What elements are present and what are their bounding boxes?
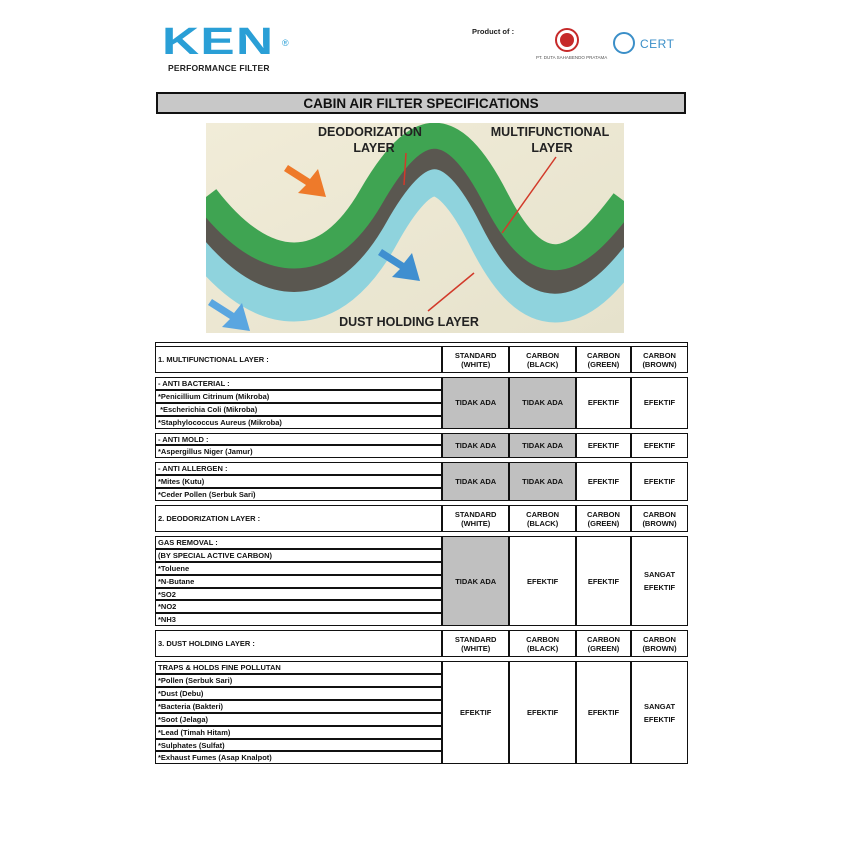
rating-value: TIDAK ADA	[522, 398, 564, 408]
rating-cell	[509, 377, 576, 429]
row-label: *Mites (Kutu)	[155, 475, 442, 488]
column-header	[631, 630, 688, 657]
rating-value: TIDAK ADA	[455, 477, 497, 487]
section-header-row	[155, 630, 688, 657]
column-header-line2: (GREEN)	[587, 518, 620, 528]
column-header	[631, 346, 688, 373]
column-header-line1: CARBON	[526, 350, 560, 360]
column-header	[576, 346, 631, 373]
section-title: 1. MULTIFUNCTIONAL LAYER :	[155, 346, 442, 373]
table-row	[155, 536, 688, 549]
rating-cell	[442, 377, 509, 429]
row-label: *Sulphates (Sulfat)	[155, 739, 442, 752]
rating-value: EFEKTIF	[587, 477, 620, 487]
row-label: *Soot (Jelaga)	[155, 713, 442, 726]
row-label: *Escherichia Coli (Mikroba)	[155, 403, 442, 416]
rating-value: TIDAK ADA	[522, 477, 564, 487]
rating-value: EFEKTIF	[643, 477, 676, 487]
spec-table	[155, 342, 688, 764]
column-header-line2: (BROWN)	[642, 643, 677, 653]
rating-cell	[576, 661, 631, 764]
rating-value: EFEKTIF	[643, 583, 676, 593]
row-label: - ANTI BACTERIAL :	[155, 377, 442, 390]
multifunctional-label: MULTIFUNCTIONAL	[490, 125, 610, 139]
filter-layers-diagram	[206, 123, 624, 333]
deodorization-label-line2: LAYER	[353, 141, 395, 155]
rating-value: TIDAK ADA	[455, 398, 497, 408]
column-header	[509, 346, 576, 373]
table-row	[155, 433, 688, 446]
row-label: *NH3	[155, 613, 442, 626]
rating-value: TIDAK ADA	[455, 576, 497, 586]
rating-value: EFEKTIF	[526, 708, 559, 718]
column-header-line2: (WHITE)	[461, 643, 491, 653]
column-header	[442, 630, 509, 657]
rating-value: EFEKTIF	[587, 440, 620, 450]
rating-value: EFEKTIF	[587, 576, 620, 586]
column-header-line2: (BROWN)	[642, 518, 677, 528]
row-label: TRAPS & HOLDS FINE POLLUTAN	[155, 661, 442, 674]
column-header-line1: CARBON	[587, 634, 620, 644]
rating-cell	[576, 536, 631, 626]
row-label: *NO2	[155, 600, 442, 613]
row-label: *Lead (Timah Hitam)	[155, 726, 442, 739]
cert-ring-icon	[613, 32, 635, 54]
column-header-line2: (BLACK)	[526, 359, 559, 369]
row-label: *Dust (Debu)	[155, 687, 442, 700]
row-label: *Penicillium Citrinum (Mikroba)	[155, 390, 442, 403]
rating-cell	[442, 433, 509, 459]
column-header-line1: CARBON	[587, 509, 620, 519]
row-label: *Exhaust Fumes (Asap Knalpot)	[155, 751, 442, 764]
rating-value: SANGAT	[643, 570, 676, 580]
certification-logo	[613, 30, 683, 60]
rating-value: EFEKTIF	[460, 708, 492, 718]
column-header-line2: (BLACK)	[526, 643, 559, 653]
row-label: *Aspergillus Niger (Jamur)	[155, 445, 442, 458]
column-header	[576, 630, 631, 657]
row-label: (BY SPECIAL ACTIVE CARBON)	[155, 549, 442, 562]
rating-cell	[509, 536, 576, 626]
column-header-line1: CARBON	[643, 634, 676, 644]
company-seal-icon	[555, 28, 579, 52]
deodorization-label: DEODORIZATION	[318, 125, 422, 139]
rating-cell	[576, 377, 631, 429]
column-header-line1: STANDARD	[454, 350, 497, 360]
registered-mark: ®	[282, 38, 289, 48]
table-row	[155, 462, 688, 475]
rating-cell	[509, 661, 576, 764]
column-header-line2: (BLACK)	[526, 518, 559, 528]
rating-value: SANGAT	[643, 701, 676, 711]
rating-cell	[509, 433, 576, 459]
column-header	[576, 505, 631, 532]
column-header	[631, 505, 688, 532]
column-header	[509, 505, 576, 532]
rating-value: EFEKTIF	[643, 398, 676, 408]
row-label: GAS REMOVAL :	[155, 536, 442, 549]
section-header-row	[155, 505, 688, 532]
rating-cell	[442, 661, 509, 764]
rating-cell	[442, 536, 509, 626]
brand-logo	[162, 21, 302, 74]
multifunctional-label-line2: LAYER	[531, 141, 573, 155]
row-label: *Toluene	[155, 562, 442, 575]
company-name: PT. DUTA SAHABENDO PRATAMA	[536, 55, 608, 60]
column-header	[509, 630, 576, 657]
column-header-line1: STANDARD	[454, 634, 497, 644]
row-label: *Pollen (Serbuk Sari)	[155, 674, 442, 687]
row-label: - ANTI ALLERGEN :	[155, 462, 442, 475]
cert-text: CERT	[640, 37, 675, 51]
brand-tagline: PERFORMANCE FILTER	[168, 63, 270, 73]
column-header-line1: CARBON	[526, 509, 560, 519]
rating-cell	[631, 377, 688, 429]
table-row	[155, 661, 688, 674]
row-label: *Bacteria (Bakteri)	[155, 700, 442, 713]
rating-value: EFEKTIF	[643, 440, 676, 450]
column-header-line1: CARBON	[643, 509, 676, 519]
column-header	[442, 505, 509, 532]
rating-cell	[631, 536, 688, 626]
page-title: CABIN AIR FILTER SPECIFICATIONS	[156, 92, 686, 114]
rating-cell	[631, 433, 688, 459]
column-header-line2: (WHITE)	[461, 359, 491, 369]
logo-mark: KEN	[162, 21, 275, 63]
section-header-row	[155, 346, 688, 373]
rating-value: TIDAK ADA	[455, 440, 497, 450]
row-label: *Staphylococcus Aureus (Mikroba)	[155, 416, 442, 429]
row-label: *SO2	[155, 588, 442, 601]
rating-cell	[442, 462, 509, 501]
column-header	[442, 346, 509, 373]
section-title: 3. DUST HOLDING LAYER :	[155, 630, 442, 657]
row-label: - ANTI MOLD :	[155, 433, 442, 446]
column-header-line1: CARBON	[526, 634, 560, 644]
rating-cell	[631, 661, 688, 764]
rating-value: EFEKTIF	[587, 708, 620, 718]
column-header-line1: CARBON	[643, 350, 676, 360]
row-label: *Ceder Pollen (Serbuk Sari)	[155, 488, 442, 501]
rating-cell	[576, 462, 631, 501]
section-title: 2. DEODORIZATION LAYER :	[155, 505, 442, 532]
rating-value: EFEKTIF	[587, 398, 620, 408]
column-header-line2: (WHITE)	[461, 518, 491, 528]
rating-value: EFEKTIF	[643, 714, 676, 724]
rating-cell	[631, 462, 688, 501]
dust-holding-label: DUST HOLDING LAYER	[339, 315, 479, 329]
column-header-line2: (GREEN)	[587, 643, 620, 653]
column-header-line2: (GREEN)	[587, 359, 620, 369]
rating-cell	[576, 433, 631, 459]
column-header-line1: STANDARD	[454, 509, 497, 519]
column-header-line2: (BROWN)	[642, 359, 677, 369]
column-header-line1: CARBON	[587, 350, 620, 360]
product-of-label: Product of :	[472, 27, 515, 36]
table-row	[155, 377, 688, 390]
rating-value: TIDAK ADA	[522, 440, 564, 450]
row-label: *N-Butane	[155, 575, 442, 588]
rating-cell	[509, 462, 576, 501]
rating-value: EFEKTIF	[526, 576, 559, 586]
